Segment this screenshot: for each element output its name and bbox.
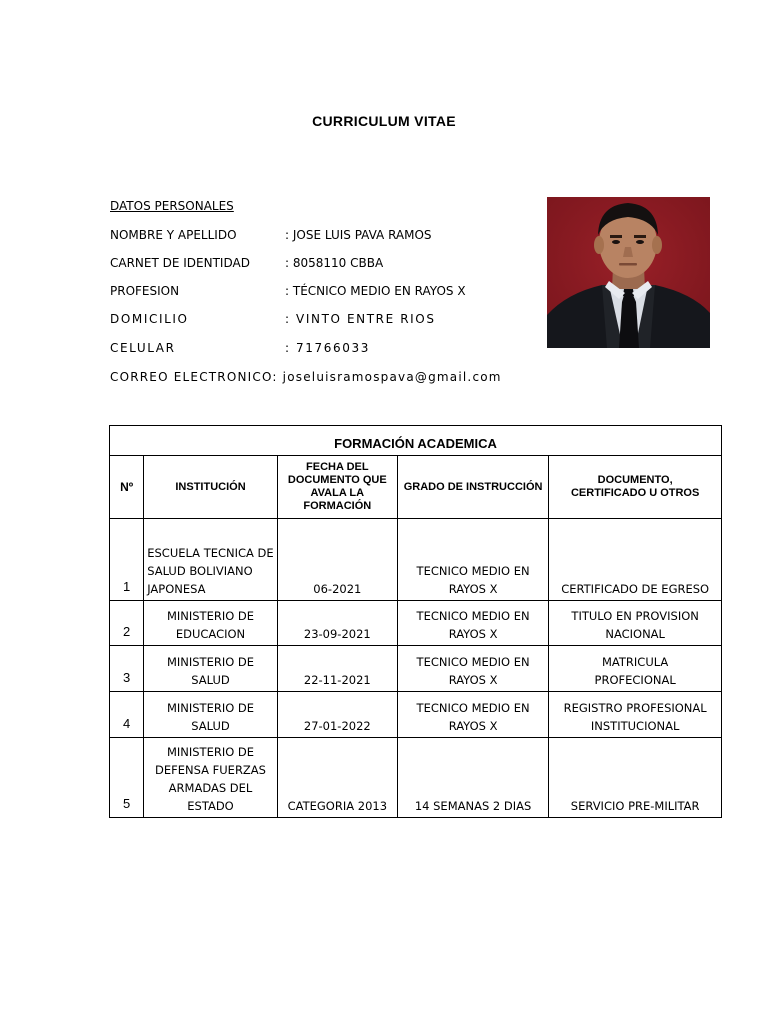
cell-fecha: 27-01-2022 [277, 692, 397, 738]
cell-fecha: CATEGORIA 2013 [277, 738, 397, 818]
cell-fecha: 06-2021 [277, 519, 397, 601]
cell-grado: TECNICO MEDIO EN RAYOS X [397, 692, 548, 738]
field-label: PROFESION [110, 284, 180, 298]
cell-institucion: MINISTERIO DE EDUCACION [144, 601, 278, 646]
field-value: : JOSE LUIS PAVA RAMOS [285, 228, 432, 242]
field-correo [110, 370, 502, 384]
cell-institucion: MINISTERIO DE DEFENSA FUERZAS ARMADAS DEL ESTADO [144, 738, 278, 818]
field-label: DOMICILIO [110, 312, 189, 326]
field-value: : VINTO ENTRE RIOS [285, 312, 436, 326]
cell-documento: CERTIFICADO DE EGRESO [549, 519, 722, 601]
header-grado: GRADO DE INSTRUCCIÓN [397, 456, 548, 519]
table-header-row [110, 456, 722, 519]
email-value: joseluisramospava@gmail.com [282, 370, 502, 384]
portrait-image [547, 197, 710, 348]
cell-grado: 14 SEMANAS 2 DIAS [397, 738, 548, 818]
field-celular [110, 341, 370, 355]
header-numero: Nº [110, 456, 144, 519]
cell-grado: TECNICO MEDIO EN RAYOS X [397, 519, 548, 601]
document-title: CURRICULUM VITAE [312, 113, 456, 129]
cell-grado: TECNICO MEDIO EN RAYOS X [397, 601, 548, 646]
cell-numero: 2 [110, 601, 144, 646]
cell-documento: MATRICULA PROFECIONAL [549, 646, 722, 692]
cell-numero: 1 [110, 519, 144, 601]
cell-grado: TECNICO MEDIO EN RAYOS X [397, 646, 548, 692]
cell-documento: SERVICIO PRE-MILITAR [549, 738, 722, 818]
table-row [110, 692, 722, 738]
field-nombre [110, 228, 432, 242]
field-carnet [110, 256, 383, 270]
field-value: : 8058110 CBBA [285, 256, 384, 270]
cell-documento: TITULO EN PROVISION NACIONAL [549, 601, 722, 646]
cell-institucion: MINISTERIO DE SALUD [144, 646, 278, 692]
header-documento: DOCUMENTO, CERTIFICADO U OTROS [549, 456, 722, 519]
table-row [110, 646, 722, 692]
section-title-datos-personales: DATOS PERSONALES [110, 199, 234, 213]
cell-numero: 5 [110, 738, 144, 818]
cell-institucion: ESCUELA TECNICA DE SALUD BOLIVIANO JAPONESA [144, 519, 278, 601]
table-title-row [110, 426, 722, 456]
field-profesion [110, 284, 466, 298]
cell-numero: 4 [110, 692, 144, 738]
header-fecha: FECHA DEL DOCUMENTO QUE AVALA LA FORMACIÓN [277, 456, 397, 519]
header-institucion: INSTITUCIÓN [144, 456, 278, 519]
field-label: CARNET DE IDENTIDAD [110, 256, 250, 270]
cell-institucion: MINISTERIO DE SALUD [144, 692, 278, 738]
cell-fecha: 22-11-2021 [277, 646, 397, 692]
cell-documento: REGISTRO PROFESIONAL INSTITUCIONAL [549, 692, 722, 738]
field-domicilio [110, 312, 436, 326]
formacion-academica-table [109, 425, 722, 818]
table-title: FORMACIÓN ACADEMICA [110, 426, 722, 456]
table-row [110, 738, 722, 818]
table-row [110, 601, 722, 646]
table-row [110, 519, 722, 601]
profile-photo [547, 197, 710, 348]
field-label: CELULAR [110, 341, 176, 355]
cell-fecha: 23-09-2021 [277, 601, 397, 646]
field-value: : 71766033 [285, 341, 370, 355]
cell-numero: 3 [110, 646, 144, 692]
field-label: NOMBRE Y APELLIDO [110, 228, 237, 242]
field-value: : TÉCNICO MEDIO EN RAYOS X [285, 284, 466, 298]
field-label: CORREO ELECTRONICO: [110, 370, 278, 384]
